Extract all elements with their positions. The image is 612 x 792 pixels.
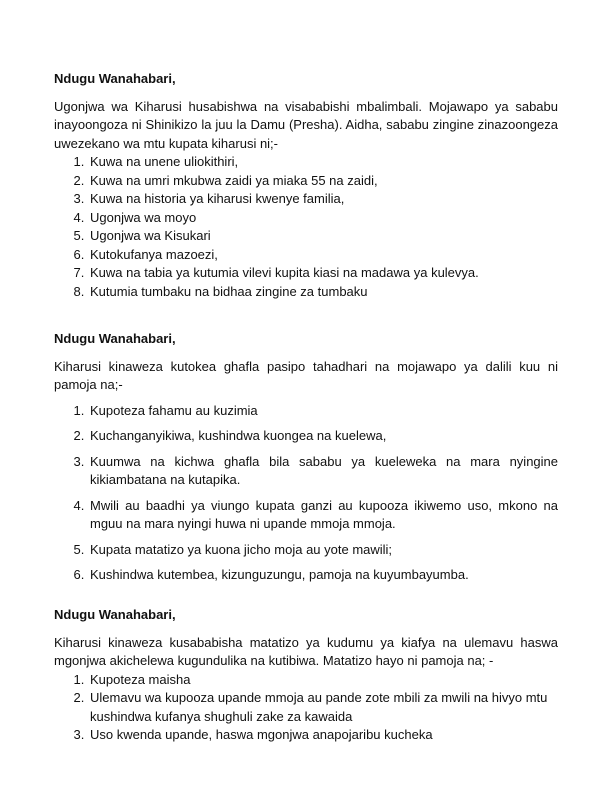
document-page <box>54 70 558 742</box>
list-item: 5. Ugonjwa wa Kisukari <box>88 227 558 246</box>
section-causes <box>54 70 558 301</box>
symptoms-list <box>54 402 558 585</box>
list-item: 2. Ulemavu wa kupooza upande mmoja au pande zote mbili za mwili na hivyo mtu kushindwa kufanya shughuli zake za kawaida <box>88 689 558 726</box>
list-item: 5. Kupata matatizo ya kuona jicho moja au yote mawili; <box>88 541 558 560</box>
list-item: 1. Kupoteza fahamu au kuzimia <box>88 402 558 421</box>
list-item: 8. Kutumia tumbaku na bidhaa zingine za tumbaku <box>88 283 558 302</box>
section-intro: Kiharusi kinaweza kusababisha matatizo ya kudumu ya kiafya na ulemavu haswa mgonjwa akichelewa kugundulika na kutibiwa. Matatizo hayo ni pamoja na; - <box>54 634 558 668</box>
list-item: 1. Kuwa na unene uliokithiri, <box>88 153 558 172</box>
list-item: 6. Kushindwa kutembea, kizunguzungu, pamoja na kuyumbayumba. <box>88 566 558 585</box>
list-item: 2. Kuchanganyikiwa, kushindwa kuongea na kuelewa, <box>88 427 558 446</box>
list-item: 3. Kuumwa na kichwa ghafla bila sababu ya kueleweka na mara nyingine kikiambatana na kutapika. <box>88 453 558 490</box>
section-heading: Ndugu Wanahabari, <box>54 607 176 622</box>
section-heading: Ndugu Wanahabari, <box>54 71 176 86</box>
list-item: 1. Kupoteza maisha <box>88 671 558 690</box>
section-intro: Kiharusi kinaweza kutokea ghafla pasipo tahadhari na mojawapo ya dalili kuu ni pamoja na;- <box>54 358 558 392</box>
section-symptoms <box>54 330 558 585</box>
list-item: 7. Kuwa na tabia ya kutumia vilevi kupita kiasi na madawa ya kulevya. <box>88 264 558 283</box>
list-item: 2. Kuwa na umri mkubwa zaidi ya miaka 55 na zaidi, <box>88 172 558 191</box>
list-item: 4. Mwili au baadhi ya viungo kupata ganzi au kupooza ikiwemo uso, mkono na mguu na mara nyingi huwa ni upande mmoja mmoja. <box>88 497 558 534</box>
list-item: 4. Ugonjwa wa moyo <box>88 209 558 228</box>
list-item: 6. Kutokufanya mazoezi, <box>88 246 558 265</box>
list-item: 3. Uso kwenda upande, haswa mgonjwa anapojaribu kucheka <box>88 726 558 745</box>
causes-list <box>54 153 558 301</box>
section-complications <box>54 606 558 745</box>
section-heading: Ndugu Wanahabari, <box>54 331 176 346</box>
section-intro: Ugonjwa wa Kiharusi husabishwa na visababishi mbalimbali. Mojawapo ya sababu inayoongoza ni Shinikizo la juu la Damu (Presha). Aidha, sababu zingine zinazoongeza uwezekano wa mtu kupata kiharusi ni;- <box>54 98 558 151</box>
complications-list <box>54 671 558 745</box>
list-item: 3. Kuwa na historia ya kiharusi kwenye familia, <box>88 190 558 209</box>
